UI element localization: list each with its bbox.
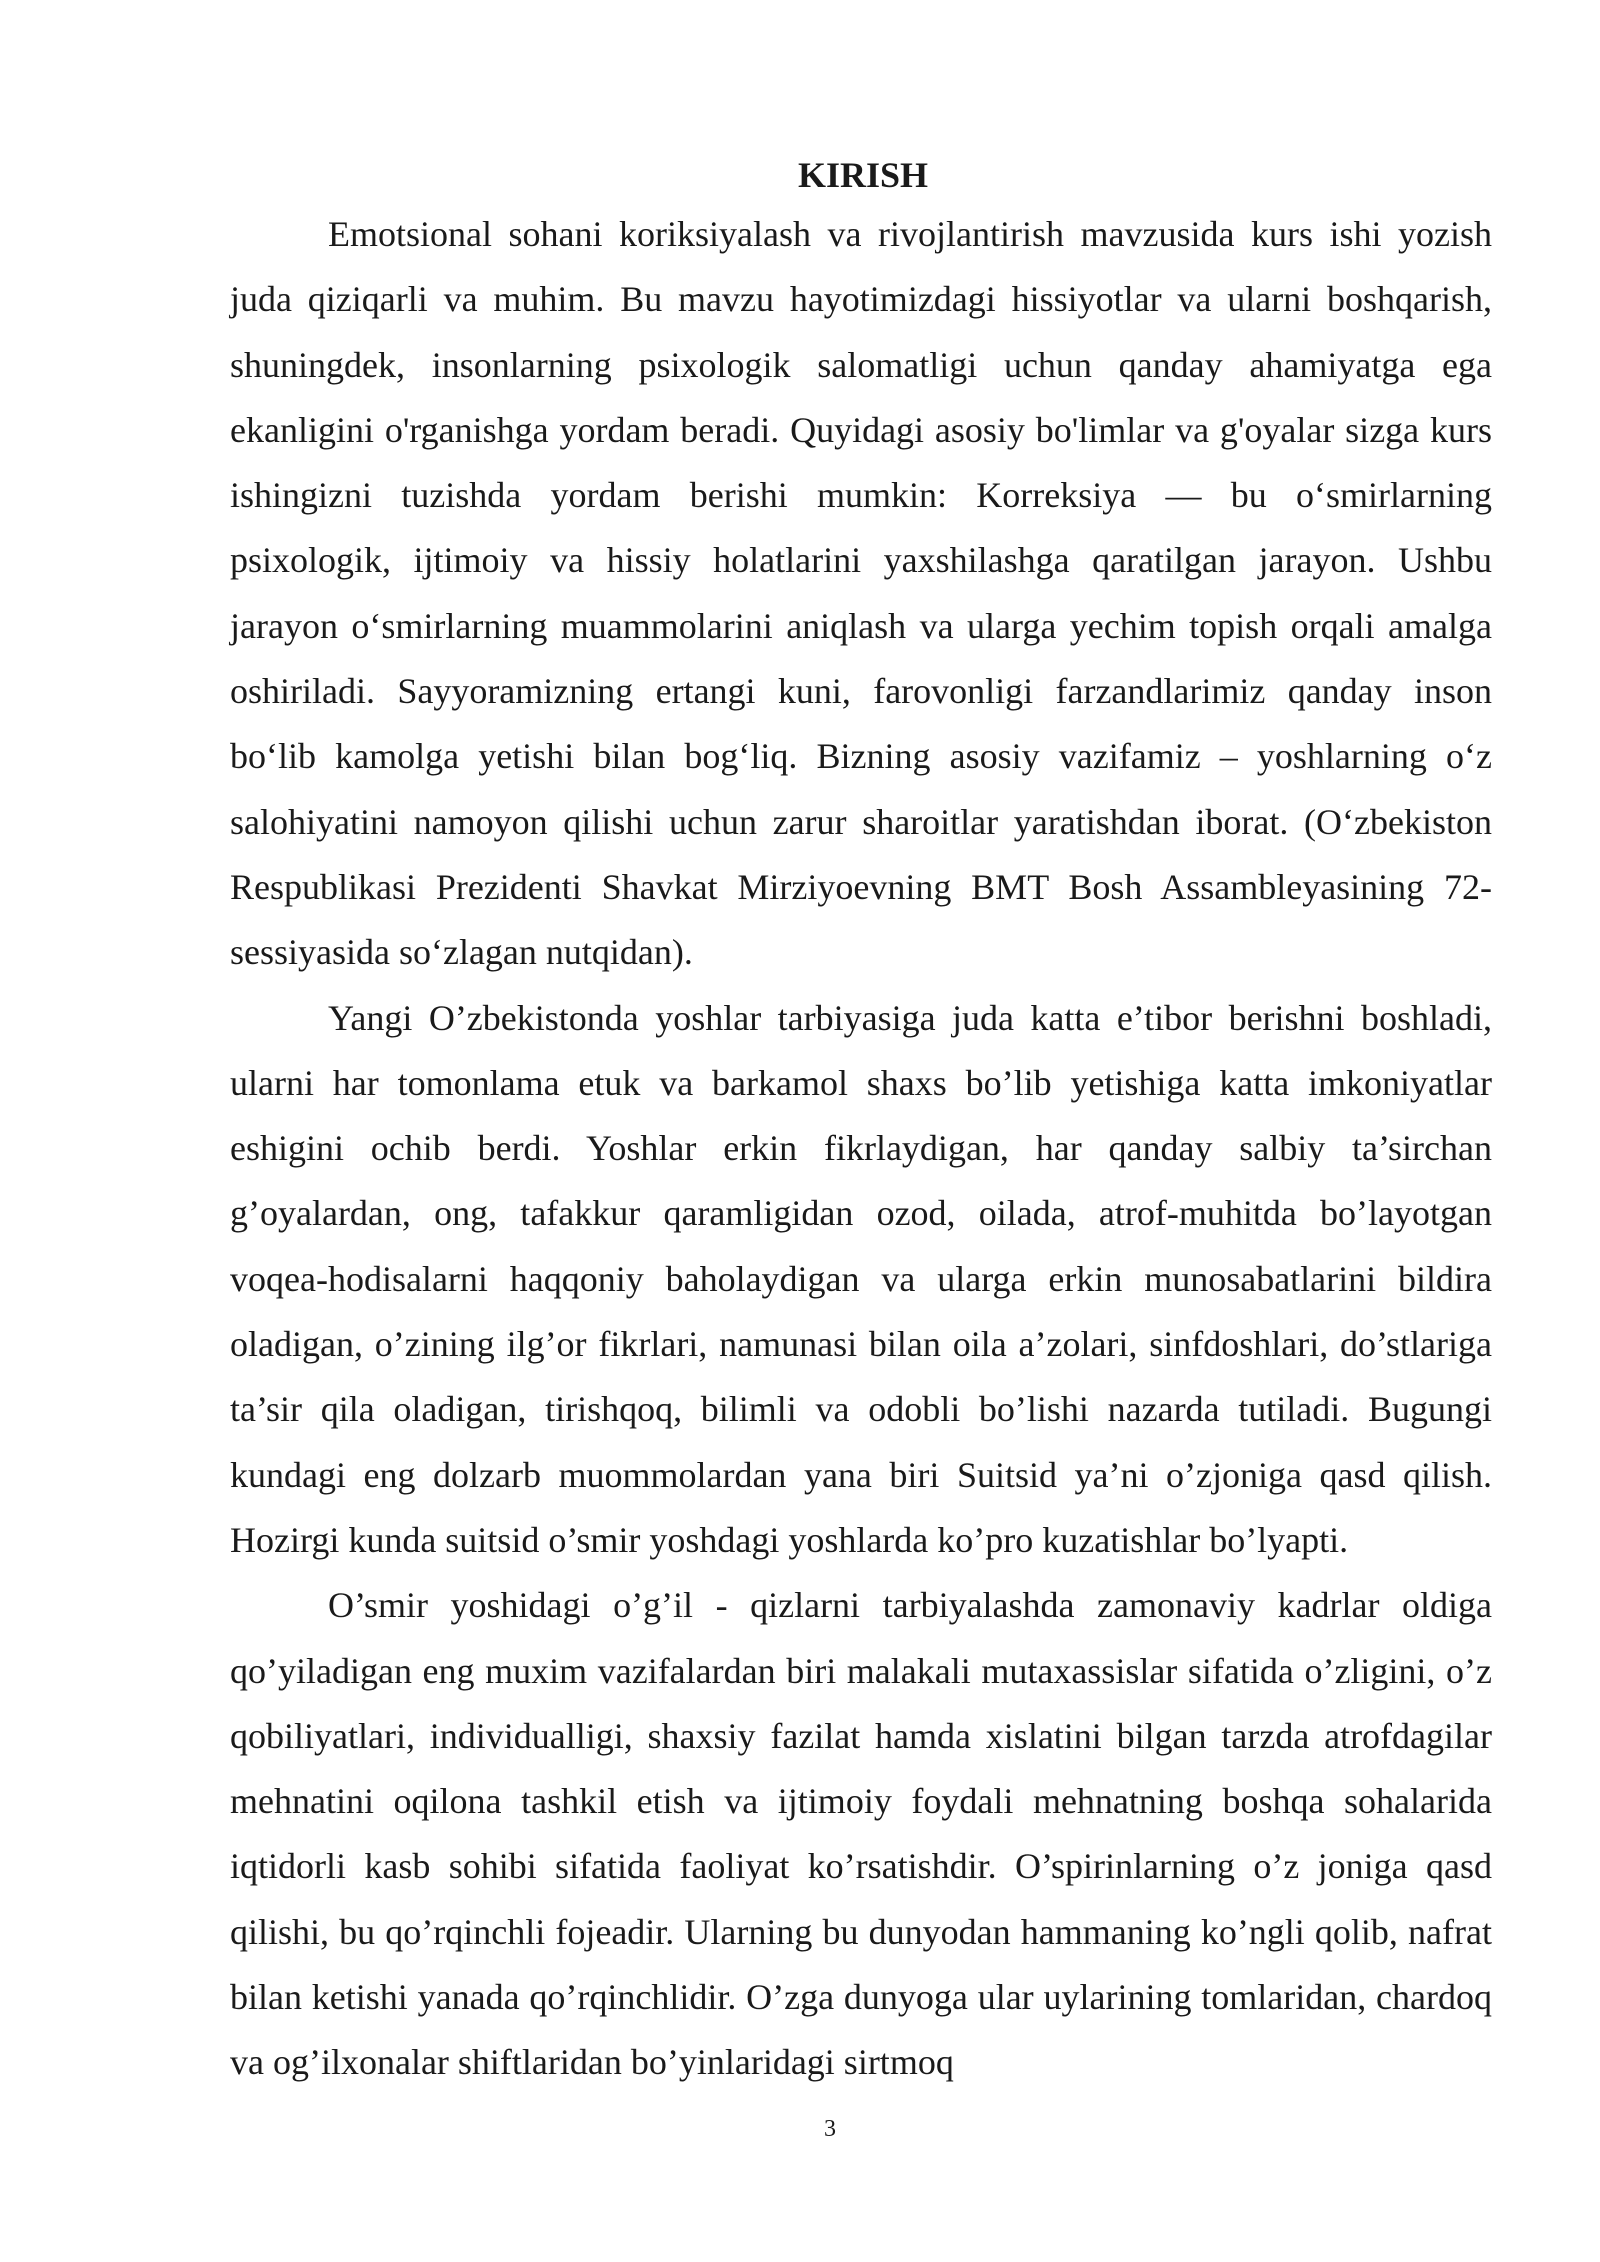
paragraph-3: O’smir yoshidagi o’g’il - qizlarni tarbiyalashda zamonaviy kadrlar oldiga qo’yiladigan eng muxim vazifalardan biri malakali mutaxassislar sifatida o’zligini, o’z qobiliyatlari, individualligi, shaxsiy fazilat hamda xislatini bilgan tarzda atrofdagilar mehnatini oqilona tashkil etish va ijtimoiy foydali mehnatning boshqa sohalarida iqtidorli kasb sohibi sifatida faoliyat ko’rsatishdir. O’spirinlarning o’z joniga qasd qilishi, bu qo’rqinchli fojeadir. Ularning bu dunyodan hammaning ko’ngli qolib, nafrat bilan ketishi yanada qo’rqinchlidir. O’zga dunyoga ular uylarining tomlaridan, chardoq va og’ilxonalar shiftlaridan bo’yinlaridagi sirtmoq — [230, 1585, 1492, 2083]
page-number: 3 — [824, 2116, 836, 2142]
section-heading: KIRISH — [797, 155, 929, 195]
paragraph-2: Yangi O’zbekistonda yoshlar tarbiyasiga juda katta e’tibor berishni boshladi, ularni har tomonlama etuk va barkamol shaxs bo’lib yetishiga katta imkoniyatlar eshigini ochib berdi. Yoshlar erkin fikrlaydigan, har qanday salbiy ta’sirchan g’oyalardan, ong, tafakkur qaramligidan ozod, oilada, atrof-muhitda bo’layotgan voqea-hodisalarni haqqoniy baholaydigan va ularga erkin munosabatlarini bildira oladigan, o’zining ilg’or fikrlari, namunasi bilan oila a’zolari, sinfdoshlari, do’stlariga ta’sir qila oladigan, tirishqoq, bilimli va odobli bo’lishi nazarda tutiladi. Bugungi kundagi eng dolzarb muommolardan yana biri Suitsid ya’ni o’zjoniga qasd qilish. Hozirgi kunda suitsid o’smir yoshdagi yoshlarda ko’pro kuzatishlar bo’lyapti. — [230, 997, 1492, 1560]
paragraph-1: Emotsional sohani koriksiyalash va rivojlantirish mavzusida kurs ishi yozish juda qiziqarli va muhim. Bu mavzu hayotimizdagi hissiyotlar va ularni boshqarish, shuningdek, insonlarning psixologik salomatligi uchun qanday ahamiyatga ega ekanligini o'rganishga yordam beradi. Quyidagi asosiy bo'limlar va g'oyalar sizga kurs ishingizni tuzishda yordam berishi mumkin: Korreksiya — bu o‘smirlarning psixologik, ijtimoiy va hissiy holatlarini yaxshilashga qaratilgan jarayon. Ushbu jarayon o‘smirlarning muammolarini aniqlash va ularga yechim topish orqali amalga oshiriladi. Sayyoramizning ertangi kuni, farovonligi farzandlarimiz qanday inson bo‘lib kamolga yetishi bilan bog‘liq. Bizning asosiy vazifamiz – yoshlarning o‘z salohiyatini namoyon qilishi uchun zarur sharoitlar yaratishdan iborat. (O‘zbekiston Respublikasi Prezidenti Shavkat Mirziyoevning BMT Bosh Assambleyasining 72-sessiyasida so‘zlagan nutqidan). — [230, 214, 1492, 973]
page-body — [230, 148, 1492, 2096]
